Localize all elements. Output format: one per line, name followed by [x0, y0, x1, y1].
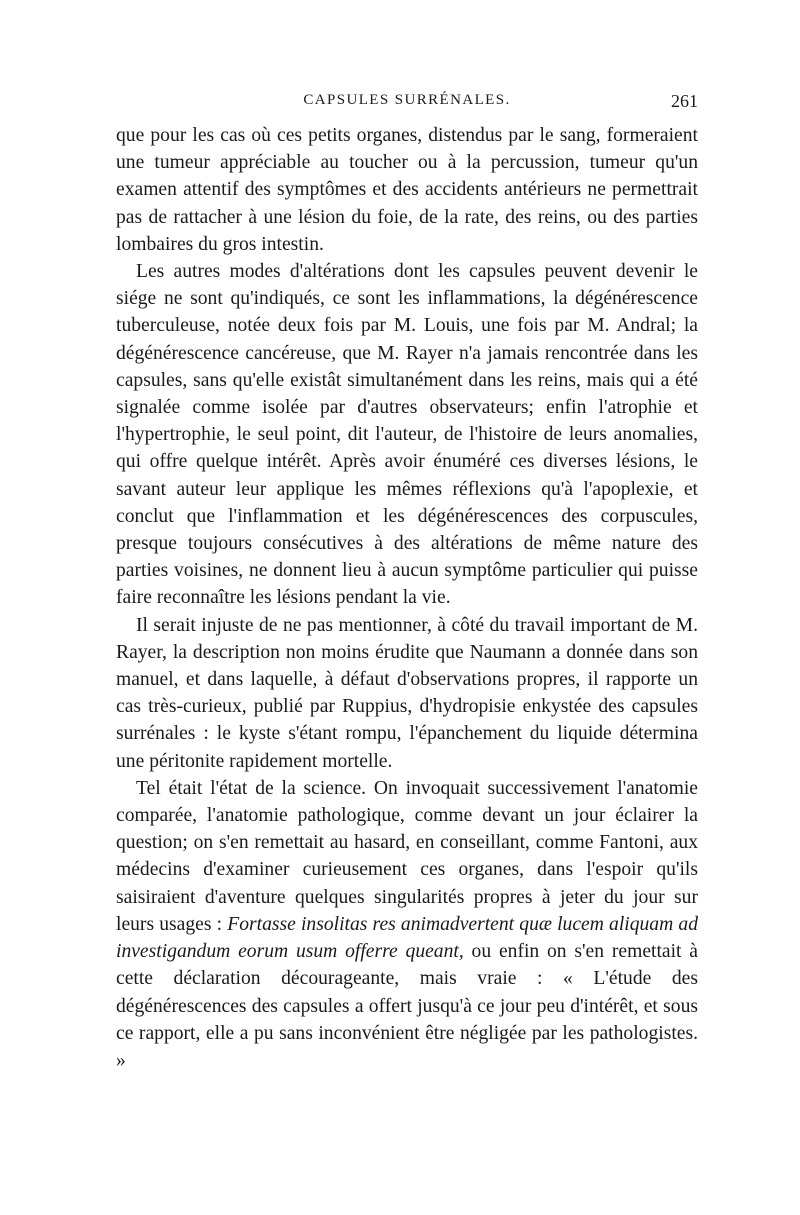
page-number: 261	[671, 91, 698, 111]
paragraph-continuation: que pour les cas où ces petits organes, distendus par le sang, formeraient une tumeur appréciable au toucher ou à la percussion, tumeur qu'un examen attentif des symptômes et des accidents antérieurs ne permettrait pas de rattacher à une lésion du foie, de la rate, des reins, ou des parties lombaires du gros intestin.	[116, 125, 698, 255]
paragraph-text-before-quote: Tel était l'état de la science. On invoquait successivement l'anatomie comparée, l'anatomie pathologique, comme devant un jour éclairer la question; on s'en remettait au hasard, en conseillant, comme Fantoni, aux médecins d'examiner curieusement ces organes, dans l'espoir qu'ils saisiraient d'aventure quelques singularités propres à jeter du jour sur leurs usages :	[116, 777, 698, 935]
running-header	[116, 92, 698, 122]
paragraph-alterations: Les autres modes d'altérations dont les capsules peuvent devenir le siége ne sont qu'indiqués, ce sont les inflammations, la dégénérescence tuberculeuse, notée deux fois par M. Louis, une fois par M. Andral; la dégénérescence cancéreuse, que M. Rayer n'a jamais rencontrée dans les capsules, sans qu'elle existât simultanément dans les reins, mais qui a été signalée comme isolée par d'autres observateurs; enfin l'atrophie et l'hypertrophie, le seul point, dit l'auteur, de l'histoire de leurs anomalies, qui offre quelque intérêt. Après avoir énuméré ces diverses lésions, le savant auteur leur applique les mêmes réflexions qu'à l'apoplexie, et conclut que l'inflammation et les dégénérescences des corpuscules, presque toujours consécutives à des altérations de même nature des parties voisines, ne donnent lieu à aucun symptôme particulier qui puisse faire reconnaître les lésions pendant la vie.	[116, 261, 698, 609]
paragraph-naumann: Il serait injuste de ne pas mentionner, à côté du travail important de M. Rayer, la description non moins érudite que Naumann a donnée dans son manuel, et dans laquelle, à défaut d'observations propres, il rapporte un cas très-curieux, publié par Ruppius, d'hydropisie enkystée des capsules surrénales : le kyste s'étant rompu, l'épanchement du liquide détermina une péritonite rapidement mortelle.	[116, 614, 698, 772]
book-page	[116, 92, 698, 1074]
body-text	[116, 122, 698, 1074]
running-title: CAPSULES SURRÉNALES.	[303, 92, 511, 108]
paragraph-state-of-science	[116, 775, 698, 1074]
paragraph-text-after-quote: ou enfin on s'en remettait à cette déclaration décourageante, mais vraie : « L'étude des dégénérescences des capsules a offert jusqu'à ce jour peu d'intérêt, et sous ce rapport, elle a pu sans inconvénient être négligée par les pathologistes. »	[116, 941, 698, 1071]
latin-quotation: Fortasse insolitas res animadvertent quæ lucem aliquam ad investigandum eorum usum offerre queant,	[116, 913, 699, 963]
